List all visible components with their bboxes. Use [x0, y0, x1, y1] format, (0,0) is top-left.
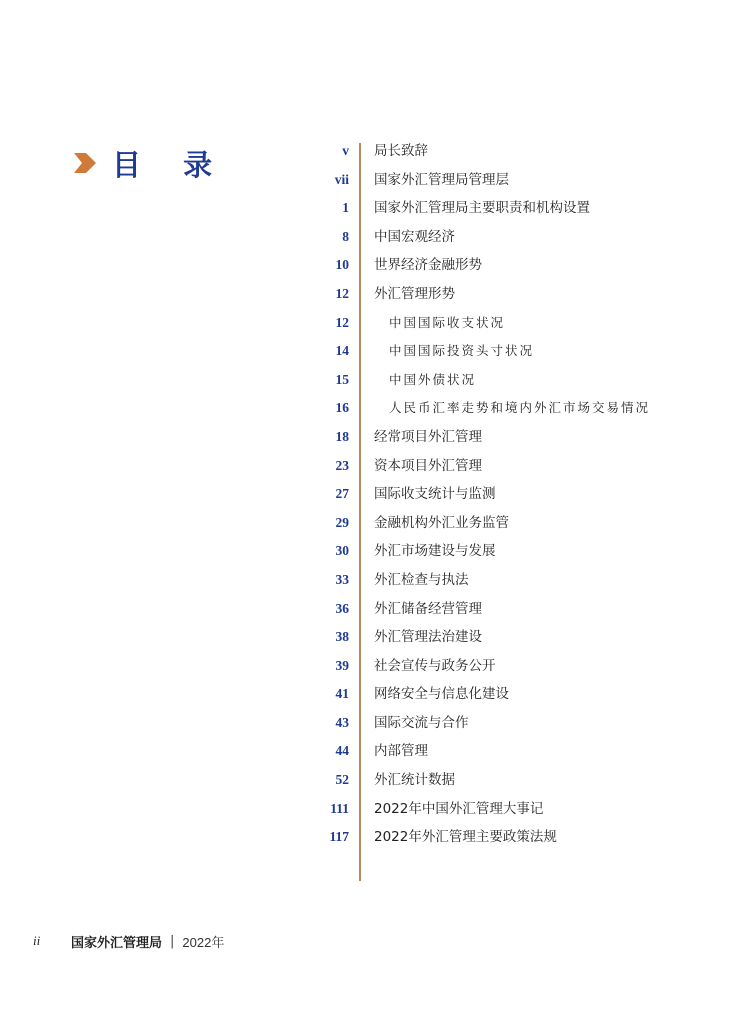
toc-page-number: 10	[335, 257, 349, 273]
toc-entry[interactable]	[0, 623, 755, 652]
toc-entry-title: 资本项目外汇管理	[374, 457, 482, 474]
toc-page-number: 117	[329, 829, 349, 845]
toc-entry[interactable]	[0, 680, 755, 709]
toc-page-number: 27	[335, 486, 349, 502]
toc-entry-title: 2022年外汇管理主要政策法规	[374, 829, 557, 846]
toc-page-number: 1	[342, 200, 349, 216]
toc-entry[interactable]	[0, 566, 755, 595]
toc-entry-title: 外汇统计数据	[374, 772, 455, 789]
toc-entry-title: 局长致辞	[374, 143, 428, 159]
toc-entry[interactable]	[0, 795, 755, 824]
toc-entry-title: 外汇管理法治建设	[374, 629, 482, 646]
toc-page-number: 33	[335, 571, 349, 587]
toc-page-number: 39	[335, 657, 349, 673]
toc-entry[interactable]	[0, 166, 755, 195]
toc-page-number: 23	[335, 457, 349, 473]
toc-page-number: 41	[335, 686, 349, 702]
toc-page-number: vii	[334, 171, 349, 187]
toc-entry-title: 外汇储备经营管理	[374, 600, 482, 617]
toc-page-number: 14	[335, 343, 349, 359]
toc-page-number: 44	[335, 743, 349, 759]
toc-page-number: 36	[335, 600, 349, 616]
toc-page-number: 43	[335, 714, 349, 730]
toc-page-number: v	[342, 143, 349, 158]
toc-entry[interactable]	[0, 394, 755, 423]
toc-entry-title: 外汇管理形势	[374, 285, 455, 302]
toc-page-number: 29	[335, 514, 349, 530]
toc-entry-title: 国际收支统计与监测	[374, 486, 496, 503]
toc-page-number: 12	[335, 285, 349, 301]
toc-page-number: 16	[335, 400, 349, 416]
toc-entry-title: 人民币汇率走势和境内外汇市场交易情况	[389, 400, 651, 416]
toc-entry[interactable]	[0, 537, 755, 566]
toc-entry-title: 2022年中国外汇管理大事记	[374, 800, 544, 817]
toc-entry[interactable]	[0, 652, 755, 681]
toc-entry-title: 网络安全与信息化建设	[374, 686, 509, 703]
toc-entry[interactable]	[0, 766, 755, 795]
toc-entry-title: 国际交流与合作	[374, 714, 469, 731]
toc-entry-title: 中国国际收支状况	[389, 314, 506, 330]
toc-entry[interactable]	[0, 366, 755, 395]
footer-organization: 国家外汇管理局	[71, 935, 163, 951]
toc-page-number: 15	[335, 371, 349, 387]
toc-entry[interactable]	[0, 509, 755, 538]
footer-page-number: ii	[33, 933, 41, 948]
toc-entry[interactable]	[0, 423, 755, 452]
toc-entry[interactable]	[0, 737, 755, 766]
toc-entry-title: 世界经济金融形势	[374, 257, 482, 274]
toc-entry-title: 外汇检查与执法	[374, 571, 469, 588]
toc-entry[interactable]	[0, 251, 755, 280]
toc-entry-title: 内部管理	[374, 743, 428, 760]
footer-year: 2022年	[182, 934, 225, 950]
toc-entry-title: 社会宣传与政务公开	[374, 657, 496, 674]
table-of-contents	[0, 137, 755, 852]
toc-page-number: 8	[342, 228, 349, 244]
toc-entry-title: 中国宏观经济	[374, 228, 455, 245]
toc-entry[interactable]	[0, 709, 755, 738]
toc-entry-title: 经常项目外汇管理	[374, 428, 482, 445]
toc-entry-title: 中国国际投资头寸状况	[389, 343, 535, 359]
toc-entry[interactable]	[0, 223, 755, 252]
toc-page-number: 52	[335, 772, 349, 788]
toc-entry[interactable]	[0, 194, 755, 223]
toc-entry[interactable]	[0, 452, 755, 481]
page-title: 目 录	[112, 147, 229, 182]
footer-separator: |	[170, 933, 175, 949]
toc-entry-title: 中国外债状况	[389, 371, 477, 387]
toc-page-number: 12	[335, 314, 349, 330]
toc-entry-title: 金融机构外汇业务监管	[374, 514, 509, 531]
toc-page-number: 111	[330, 800, 349, 816]
toc-page-number: 18	[335, 428, 349, 444]
toc-page-number: 38	[335, 629, 349, 645]
toc-entry-title: 国家外汇管理局主要职责和机构设置	[374, 200, 590, 217]
toc-entry-title: 外汇市场建设与发展	[374, 543, 496, 560]
toc-entry[interactable]	[0, 480, 755, 509]
toc-entry[interactable]	[0, 137, 755, 166]
toc-entry[interactable]	[0, 337, 755, 366]
page-footer	[33, 930, 224, 952]
toc-entry-title: 国家外汇管理局管理层	[374, 171, 509, 188]
toc-page-number: 30	[335, 543, 349, 559]
toc-entry[interactable]	[0, 280, 755, 309]
toc-entry[interactable]	[0, 823, 755, 852]
toc-entry[interactable]	[0, 595, 755, 624]
toc-entry[interactable]	[0, 309, 755, 338]
